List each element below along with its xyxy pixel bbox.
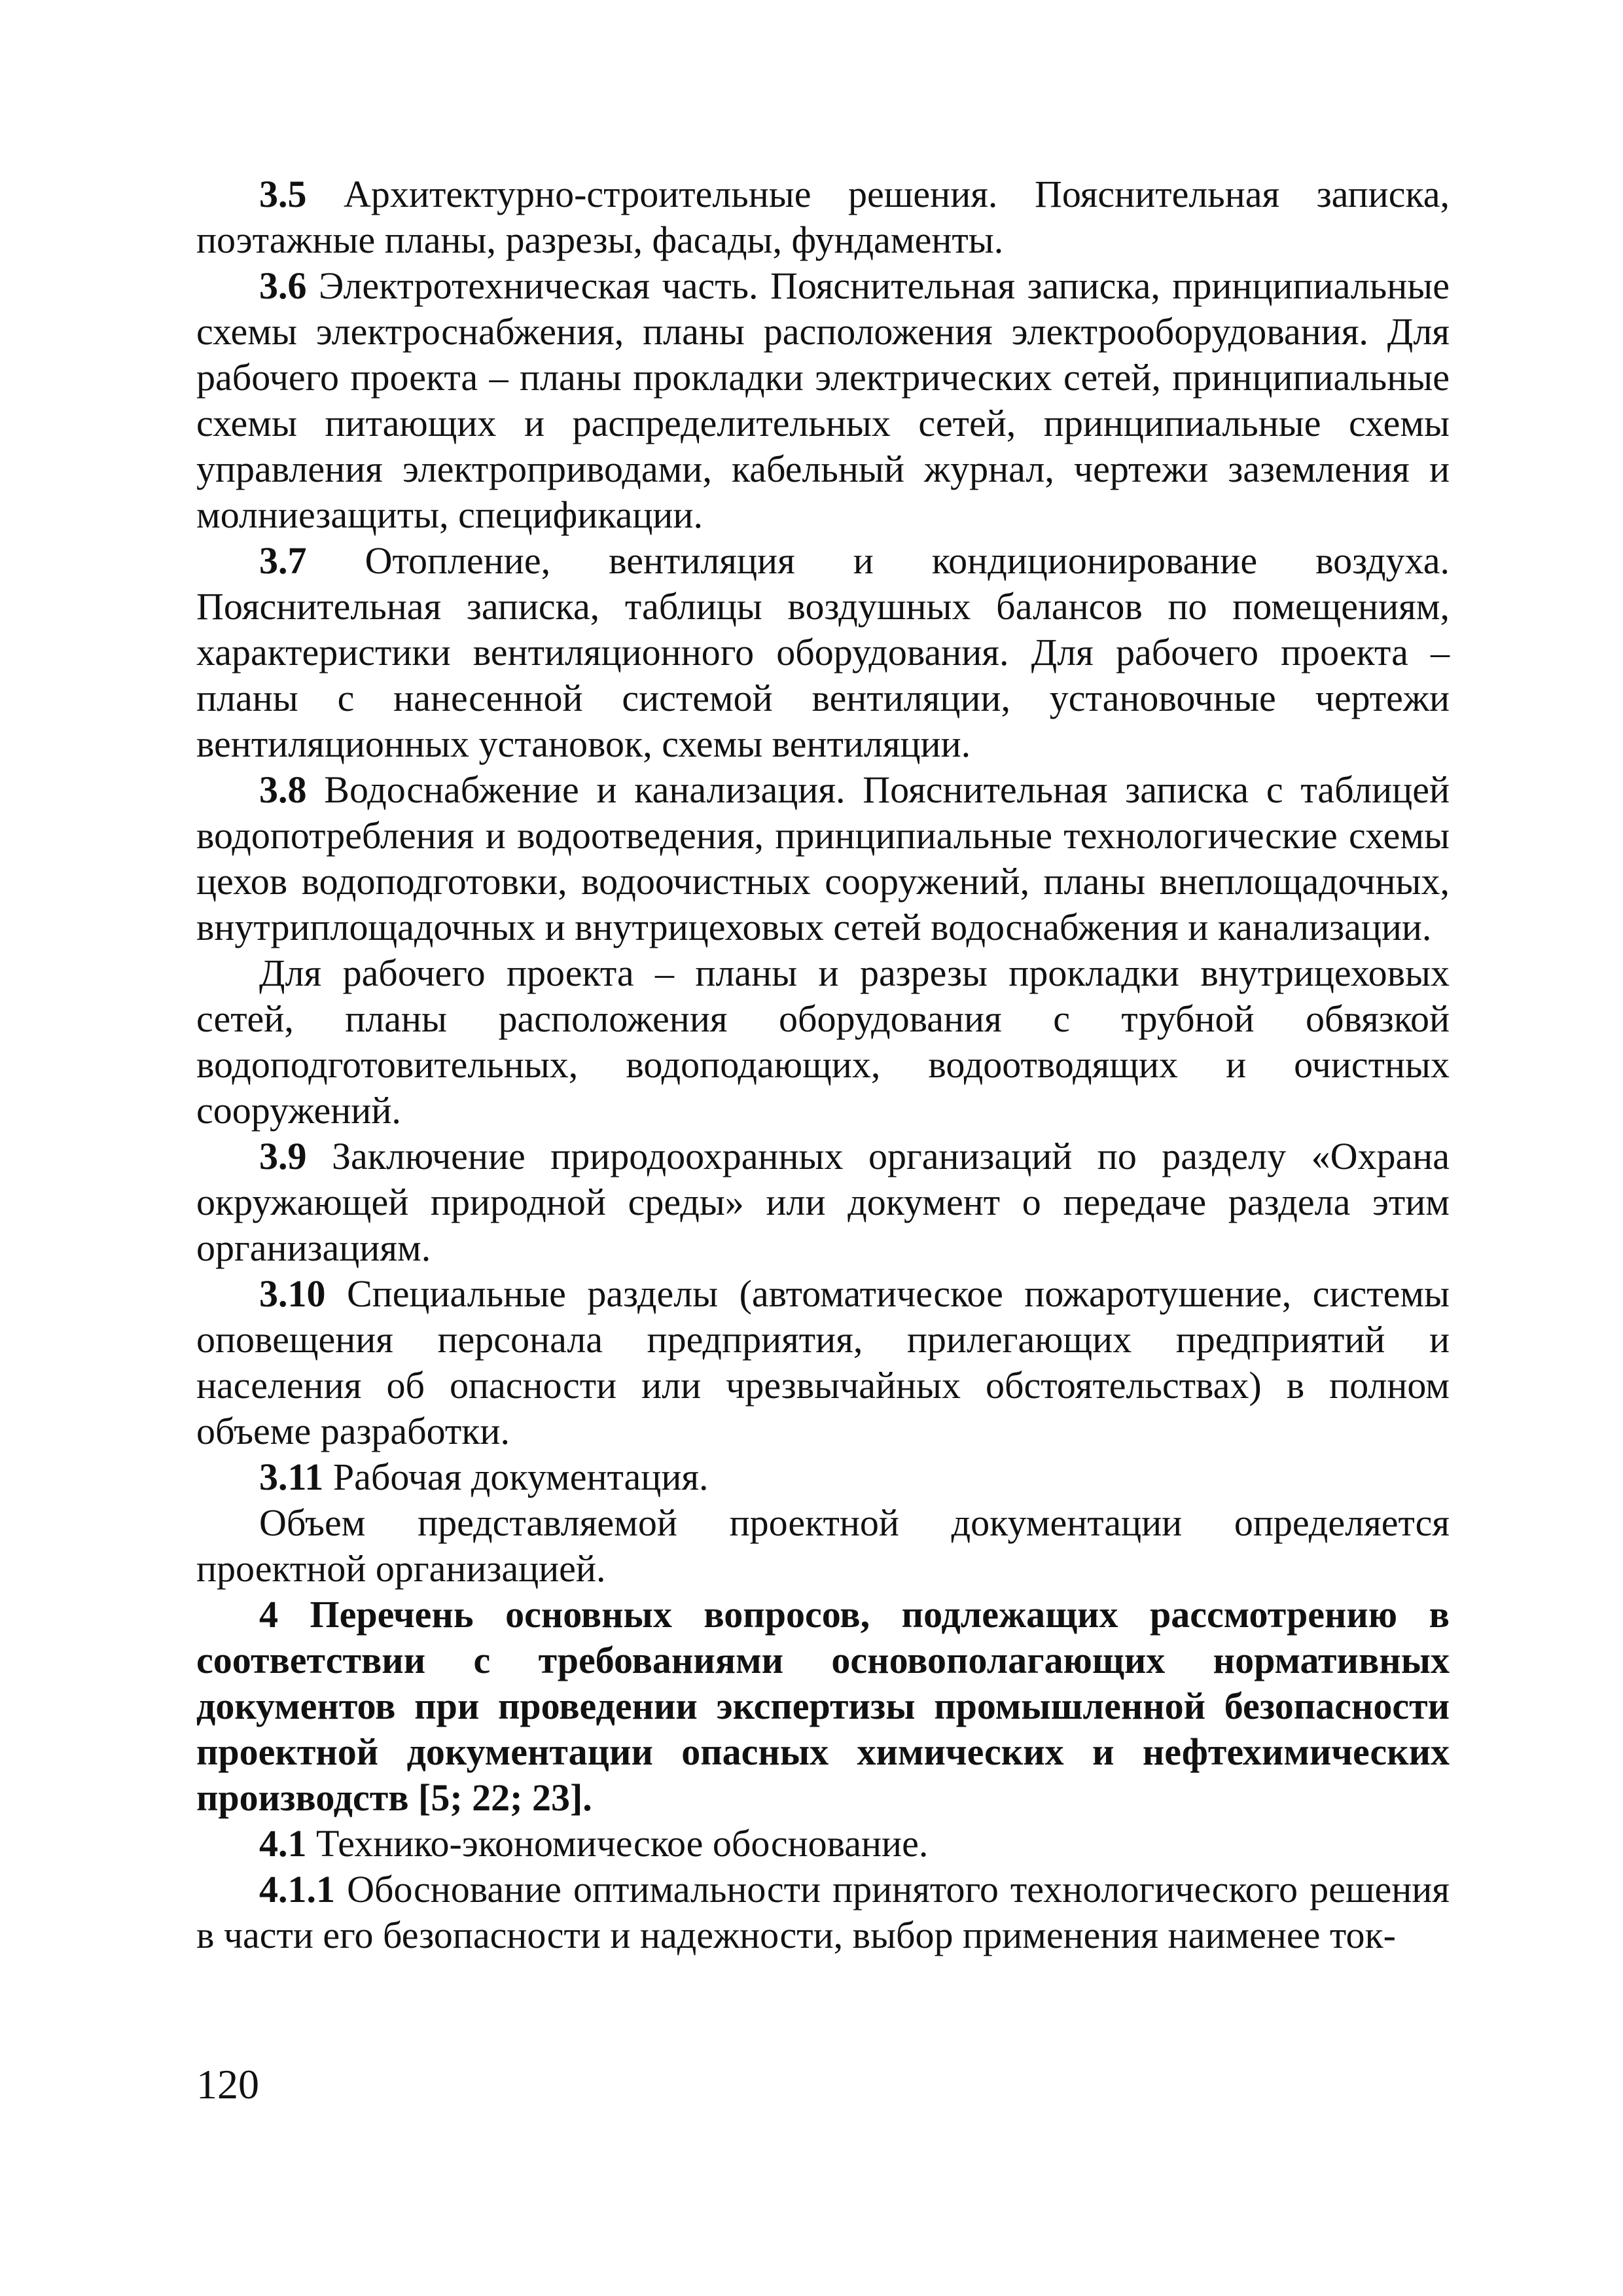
paragraph-3-10 bbox=[196, 1271, 1450, 1454]
paragraph-text: Архитектурно-строительные решения. Пояснительная записка, поэтажные планы, разрезы, фасады, фундаменты. bbox=[196, 173, 1450, 261]
paragraph-3-6 bbox=[196, 263, 1450, 538]
page-number: 120 bbox=[196, 2061, 259, 2108]
paragraph-number: 4.1.1 bbox=[259, 1868, 335, 1910]
section-heading: 4 Перечень основных вопросов, подлежащих рассмотрению в соответствии с требованиями основополагающих нормативных документов при проведении экспертизы промышленной безопасности проектной документации опасных химических и нефтехимических производств [5; 22; 23]. bbox=[196, 1593, 1450, 1819]
paragraph-3-8-continued bbox=[196, 950, 1450, 1134]
paragraph-3-7 bbox=[196, 538, 1450, 767]
paragraph-number: 3.6 bbox=[259, 264, 307, 307]
paragraph-4-1 bbox=[196, 1821, 1450, 1867]
paragraph-number: 4.1 bbox=[259, 1822, 307, 1865]
paragraph-text: Отопление, вентиляция и кондиционирование воздуха. Пояснительная записка, таблицы воздушных балансов по помещениям, характеристики вентиляционного оборудования. Для рабочего проекта – планы с нанесенной системой вентиляции, установочные чертежи вентиляционных установок, схемы вентиляции. bbox=[196, 539, 1450, 765]
paragraph-3-11 bbox=[196, 1454, 1450, 1500]
paragraph-4-1-1 bbox=[196, 1867, 1450, 1958]
paragraph-text: Технико-экономическое обоснование. bbox=[306, 1822, 929, 1865]
paragraph-3-5 bbox=[196, 171, 1450, 263]
paragraph-text: Рабочая документация. bbox=[323, 1456, 709, 1498]
paragraph-text: Для рабочего проекта – планы и разрезы прокладки внутрицеховых сетей, планы расположения оборудования с трубной обвязкой водоподготовительных, водоподающих, водоотводящих и очистных сооружений. bbox=[196, 952, 1450, 1132]
paragraph-3-9 bbox=[196, 1134, 1450, 1271]
paragraph-number: 3.10 bbox=[259, 1272, 326, 1315]
paragraph-number: 3.9 bbox=[259, 1135, 307, 1177]
paragraph-number: 3.5 bbox=[259, 173, 307, 215]
paragraph-text: Обоснование оптимальности принятого технологического решения в части его безопасности и надежности, выбор применения наименее ток- bbox=[196, 1868, 1450, 1956]
body-text bbox=[196, 171, 1450, 1958]
paragraph-text: Водоснабжение и канализация. Пояснительная записка с таблицей водопотребления и водоотведения, принципиальные технологические схемы цехов водоподготовки, водоочистных сооружений, планы внеплощадочных, внутриплощадочных и внутрицеховых сетей водоснабжения и канализации. bbox=[196, 768, 1450, 948]
paragraph-number: 3.8 bbox=[259, 768, 307, 811]
paragraph-text: Электротехническая часть. Пояснительная записка, принципиальные схемы электроснабжения, планы расположения электрооборудования. Для рабочего проекта – планы прокладки электрических сетей, принципиальные схемы питающих и распределительных сетей, принципиальные схемы управления электроприводами, кабельный журнал, чертежи заземления и молниезащиты, спецификации. bbox=[196, 264, 1450, 536]
paragraph-number: 3.7 bbox=[259, 539, 307, 582]
paragraph-text: Специальные разделы (автоматическое пожаротушение, системы оповещения персонала предприятия, прилегающих предприятий и населения об опасности или чрезвычайных обстоятельствах) в полном объеме разработки. bbox=[196, 1272, 1450, 1452]
paragraph-number: 3.11 bbox=[259, 1456, 324, 1498]
paragraph-3-11-continued bbox=[196, 1500, 1450, 1592]
paragraph-3-8 bbox=[196, 767, 1450, 950]
paragraph-text: Объем представляемой проектной документации определяется проектной организацией. bbox=[196, 1501, 1450, 1590]
paragraph-text: Заключение природоохранных организаций по разделу «Охрана окружающей природной среды» или документ о передаче раздела этим организациям. bbox=[196, 1135, 1450, 1269]
